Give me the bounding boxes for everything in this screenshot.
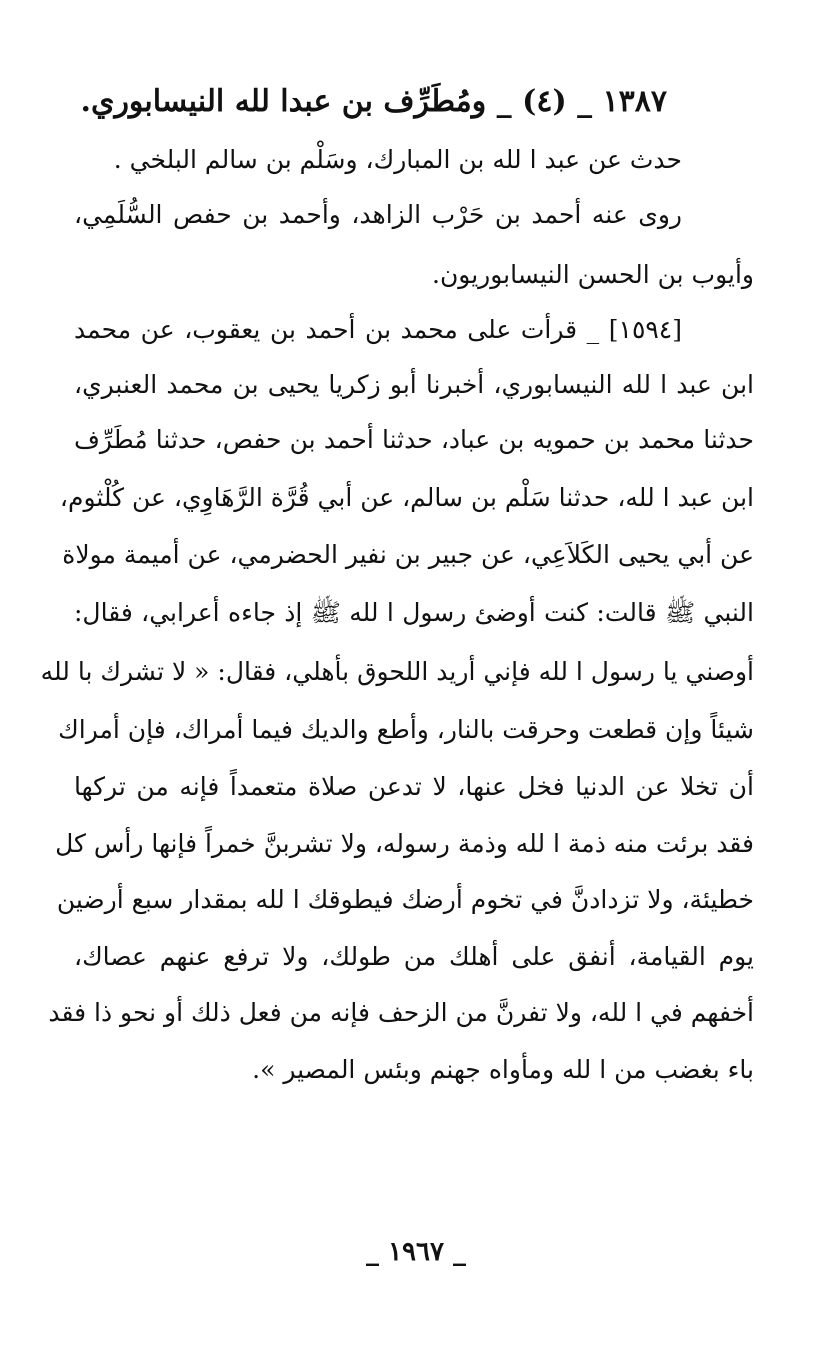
text-line: باء بغضب من ا لله ومأواه جهنم وبئس المصير ». bbox=[252, 1055, 754, 1084]
text-line: وأيوب بن الحسن النيسابوريون. bbox=[432, 260, 754, 289]
text-line: حدثنا محمد بن حمويه بن عباد، حدثنا أحمد بن حفص، حدثنا مُطَرِّف bbox=[74, 425, 754, 454]
text-line: فقد برئت منه ذمة ا لله وذمة رسوله، ولا تشربنَّ خمراً فإنها رأس كل bbox=[55, 829, 754, 858]
text-line: ابن عبد ا لله، حدثنا سَلْم بن سالم، عن أبي قُرَّة الرَّهَاوِي، عن كُلْثوم، bbox=[59, 483, 754, 512]
text-line: شيئاً وإن قطعت وحرقت بالنار، وأطع والديك فيما أمراك، فإن أمراك bbox=[58, 715, 754, 744]
text-line: أوصني يا رسول ا لله فإني أريد اللحوق بأهلي، فقال: « لا تشرك با لله bbox=[40, 657, 754, 686]
entry-heading: ١٣٨٧ _ (٤) _ ومُطَرِّف بن عبدا لله النيسابوري. bbox=[80, 84, 667, 119]
text-line: عن أبي يحيى الكَلاَعِي، عن جبير بن نفير الحضرمي، عن أميمة مولاة bbox=[62, 540, 754, 569]
text-line: حدث عن عبد ا لله بن المبارك، وسَلْم بن سالم البلخي . bbox=[113, 145, 682, 174]
text-line: ابن عبد ا لله النيسابوري، أخبرنا أبو زكريا يحيى بن محمد العنبري، bbox=[74, 370, 754, 399]
page-number: _ ١٩٦٧ _ bbox=[366, 1237, 466, 1267]
text-line: النبي ﷺ قالت: كنت أوضئ رسول ا لله ﷺ إذ جاءه أعرابي، فقال: bbox=[74, 598, 754, 627]
text-line: خطيئة، ولا تزدادنَّ في تخوم أرضك فيطوقك ا لله بمقدار سبع أرضين bbox=[56, 885, 754, 914]
text-line: روى عنه أحمد بن حَرْب الزاهد، وأحمد بن حفص السُّلَمِي، bbox=[74, 200, 682, 229]
text-line: أخفهم في ا لله، ولا تفرنَّ من الزحف فإنه من فعل ذلك أو نحو ذا فقد bbox=[48, 998, 754, 1027]
text-line: أن تخلا عن الدنيا فخل عنها، لا تدعن صلاة متعمداً فإنه من تركها bbox=[74, 772, 754, 801]
text-line: يوم القيامة، أنفق على أهلك من طولك، ولا ترفع عنهم عصاك، bbox=[74, 942, 754, 971]
text-line: [١٥٩٤] _ قرأت على محمد بن أحمد بن يعقوب، عن محمد bbox=[74, 315, 682, 344]
